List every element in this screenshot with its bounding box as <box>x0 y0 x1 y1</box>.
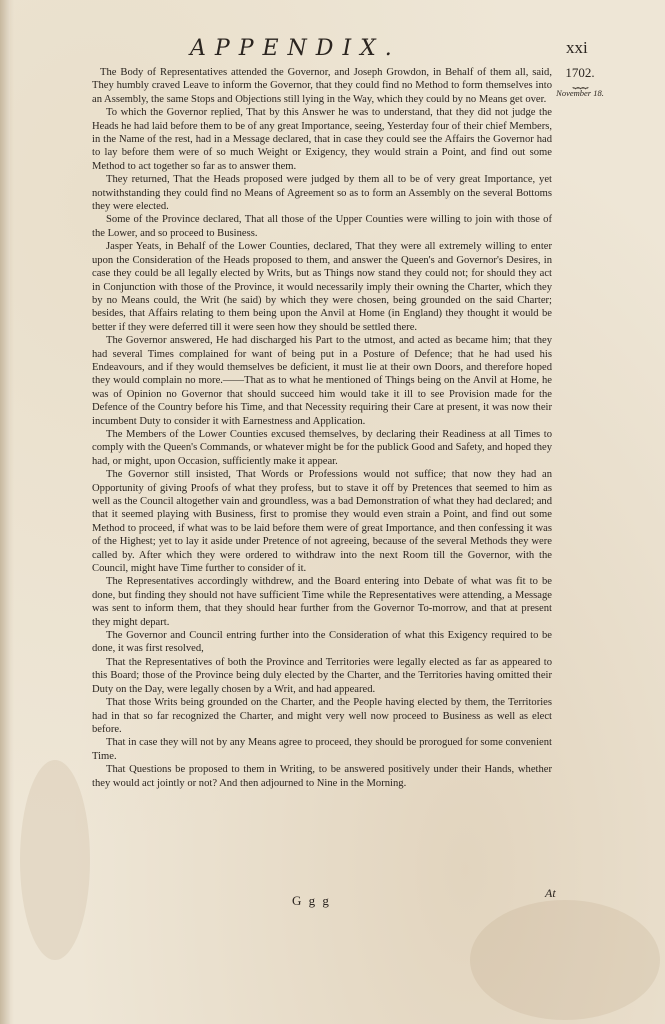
paragraph: The Governor answered, He had discharged his Part to the utmost, and acted as became him; that they had several Times complained for want of being put in a Posture of Defence; that he had used his Endeavours, and if they would themselves be deficient, it must lie at their own Doors, and therefore hoped they would complain no more.——That as to what he mentioned of Things being on the Anvil at Home, he was of Opinion no Governor that should succeed him would take it ill to see Provision made for the Defence of the Country before his Time, and that Necessity requiring their Care at present, it was now their incumbent Duty to consider it with Earnestness and Application. <box>92 335 552 427</box>
page-number: xxi <box>566 38 588 57</box>
paper-stain <box>470 900 660 1020</box>
paragraph: To which the Governor replied, That by this Answer he was to understand, that they did not judge the Heads he had laid before them to be of any great Importance, seeing, Yesterday four of their chief Members, in the Name of the rest, had in a Message declared, that in case they could see the Affairs the Governor had to lay before them were of so much Weight or Exigency, they would strain a Point, and find out some Method to act together so far as to answer them. <box>92 107 552 172</box>
paragraph: The Members of the Lower Counties excused themselves, by declaring their Readiness at all Times to comply with the Queen's Commands, or whatever might be for the publick Good and Safety, and hoped they had, or might, upon Occasion, sufficiently make it appear. <box>92 428 552 467</box>
margin-date: November 18. <box>556 88 604 98</box>
paragraph: That the Representatives of both the Province and Territories were legally elected as far as appeared to this Board; those of the Province being duly elected by the Charter, and the Territories having omitted their Duty on the Day, were legally chosen by a Writ, and had appeared. <box>92 656 552 695</box>
catchword: At <box>545 886 556 900</box>
margin-brace: ⏟⏟⏟ <box>572 78 588 89</box>
signature-mark: G g g <box>292 893 331 908</box>
margin-year: 1702. <box>565 65 595 80</box>
paragraph: The Governor still insisted, That Words or Professions would not suffice; that now they had an Opportunity of giving Proofs of what they profess, but to stave it off by Pretences that seemed to him as well as the Council altogether vain and groundless, was a bad Demonstration of what they had declared; and that it seemed playing with Business, first to promise they would even strain a Point, and find out some Method to proceed, if what was to be laid before them were of great Importance, and then confessing it was of the Highest; yet to lay it aside under Pretence of not agreeing, because of the several Methods they were called by. After which they were ordered to withdraw into the next Room till the Governor, with the Council, might have Time further to consider of it. <box>92 469 552 575</box>
paragraph: That Questions be proposed to them in Writing, to be answered positively under their Hands, whether they would act jointly or not? And then adjourned to Nine in the Morning. <box>92 764 552 789</box>
paragraph: Some of the Province declared, That all those of the Upper Counties were willing to join with those of the Lower, and so proceed to Business. <box>92 214 552 239</box>
paragraph: Jasper Yeats, in Behalf of the Lower Counties, declared, That they were all extremely willing to enter upon the Consideration of the Heads proposed to them, and answer the Queen's and Governor's Desires, in case they could be all legally elected by Writs, but as Things now stand they could not; for should they act in Conjunction with those of the Province, it would necessarily imply their owning the Charter, which they by no Means could, the Writ (he said) by which they were chosen, being grounded on the said Charter; besides, that Affairs relating to them being upon the Anvil at Home (in England) they thought it would be better if they were deferred till it were seen how they should be settled there. <box>92 241 552 333</box>
paragraph: They returned, That the Heads proposed were judged by them all to be of very great Importance, yet notwithstanding they could find no Means of Agreement so as to form an Assembly on the several Bottoms they were elected. <box>92 174 552 213</box>
paragraph: That those Writs being grounded on the Charter, and the People having elected by them, the Territories had in that so far recognized the Charter, and might very well now proceed to Business as well as elect before. <box>92 697 552 735</box>
paragraph: The Body of Representatives attended the Governor, and Joseph Growdon, in Behalf of them all, said, They humbly craved Leave to inform the Governor, that they could find no Method to form themselves into an Assembly, the same Stops and Objections still lying in the Way, which they could by no Means get over. <box>92 67 552 105</box>
page-gutter <box>0 0 10 1024</box>
margin-note <box>552 66 608 99</box>
paragraph: The Governor and Council entring further into the Consideration of what this Exigency required to be done, it was first resolved, <box>92 630 552 655</box>
page-title: APPENDIX. <box>190 36 401 61</box>
body-text <box>92 66 552 790</box>
paragraph: That in case they will not by any Means agree to proceed, they should be prorogued for some convenient Time. <box>92 737 552 762</box>
paragraph: The Representatives accordingly withdrew, and the Board entering into Debate of what was fit to be done, but finding they should not have sufficient Time while the Representatives were attending, a Message was sent to inform them, that they should hear further from the Governor To-morrow, and that at present they might depart. <box>92 576 552 628</box>
paper-stain <box>20 760 90 960</box>
